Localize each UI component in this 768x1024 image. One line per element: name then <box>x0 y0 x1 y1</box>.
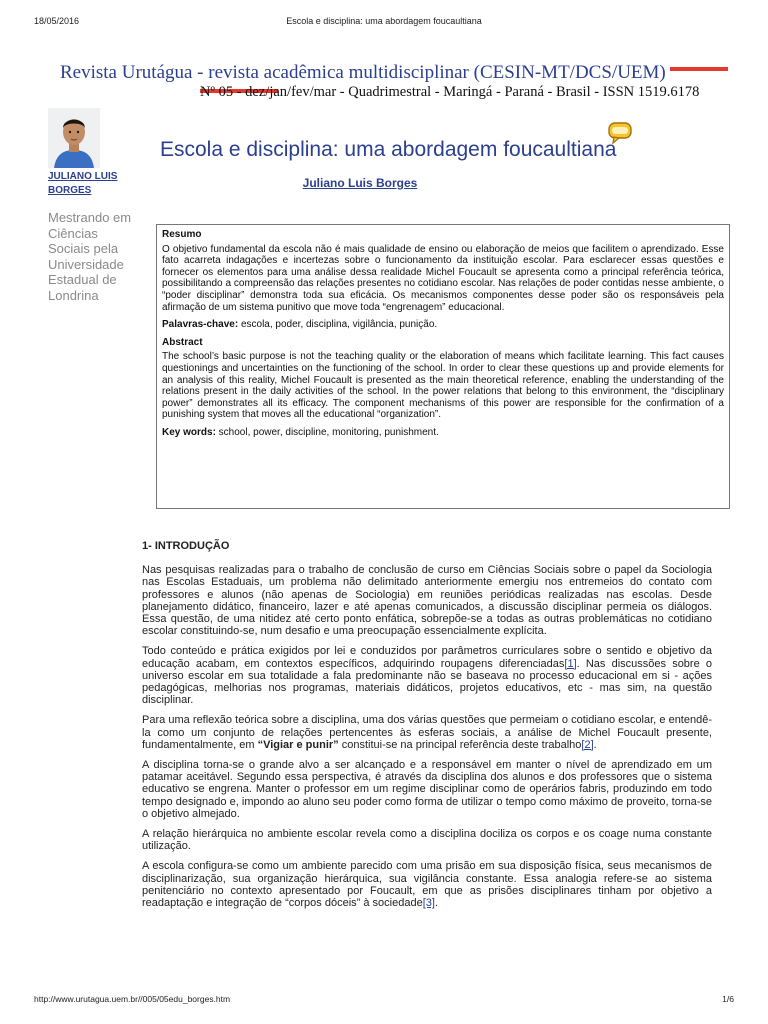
paragraph-3-tail: . <box>593 738 597 751</box>
page-number: 1/6 <box>722 994 734 1004</box>
section-heading: 1- INTRODUÇÃO <box>142 540 230 552</box>
resumo-heading: Resumo <box>162 229 202 240</box>
author-photo <box>48 108 100 168</box>
issue-info: Nº 05 - dez/jan/fev/mar - Quadrimestral - Maringá - Paraná - Brasil - ISSN 1519.6178 <box>200 84 700 100</box>
author-portrait-icon <box>48 108 100 168</box>
article-body <box>142 540 712 917</box>
masthead-accent-bar <box>670 67 728 71</box>
page-url: http://www.urutagua.uem.br//005/05edu_borges.htm <box>34 994 231 1004</box>
footnote-link-2[interactable]: [2] <box>581 738 594 751</box>
paragraph-3 <box>142 714 712 751</box>
author-bio: Mestrando em Ciências Sociais pela Universidade Estadual de Londrina <box>48 210 132 303</box>
paragraph-2-tail: . Nas discussões sobre o universo escolar em sua totalidade a fala predominante não se baseava no processo educacional em si - ações pedagógicas, melhorias nos programas, materiais didáticos, projetos educativos, etc - mas sim, na questão disciplinar. <box>142 657 713 707</box>
palavras-chave-label: Palavras-chave: <box>162 319 239 331</box>
masthead <box>60 62 728 106</box>
abstract-text: The school’s basic purpose is not the teaching quality or the elaboration of means which facilitate learning. This fact causes questionings and uncertainties on the functioning of the school. In order to clear these questions up and provide elements for an analysis of this reality, Michel Foucault is presented as the main theoretical reference, enabling the understanding of the relations present in the daily activities of the school. In the power relations that belong to this environment, the “disciplinary power” demonstrates all its efficacy. The component mechanisms of this power are responsible for the confirmation of a punishing system that moves all the educational “organization”. <box>162 351 724 421</box>
journal-title[interactable]: Revista Urutágua - revista acadêmica multidisciplinar (CESIN-MT/DCS/UEM) <box>60 62 666 83</box>
paragraph-6 <box>142 860 712 909</box>
paragraph-4: A disciplina torna-se o grande alvo a ser alcançado e a responsável em manter o nível de aprendizado em um patamar aceitável. Segundo essa perspectiva, é através da disciplina dos alunos e dos professores que o sistema educativo se engrena. Manter o professor em um regime disciplinar como de operários fabris, produzindo em todo tempo designado e, impondo ao aluno seu poder como forma de utilizar o tempo como máximo de proveito, torna-se o objetivo almejado. <box>142 759 712 820</box>
paragraph-2 <box>142 645 712 706</box>
book-title: “Vigiar e punir” <box>257 738 339 751</box>
footnote-link-1[interactable]: [1] <box>564 657 577 670</box>
print-doc-title: Escola e disciplina: uma abordagem foucaultiana <box>286 16 482 26</box>
paragraph-3-mid: constitui-se na principal referência deste trabalho <box>338 738 582 751</box>
article-title: Escola e disciplina: uma abordagem foucaultiana <box>160 138 617 161</box>
author-name-link[interactable]: JULIANO LUIS BORGES <box>48 171 118 196</box>
paragraph-1: Nas pesquisas realizadas para o trabalho de conclusão de curso em Ciências Sociais sobre o papel da Sociologia nas Escolas Estaduais, um problema não delimitado anteriormente emergiu nos entremeios do contato com professores e alunos (não apenas de Sociologia) em reuniões periódicas realizadas nas escolas. Desde planejamento didático, financeiro, lazer e até apenas comunicados, a discussão disciplinar permeia os diálogos. Essa questão, de uma nitidez até certo ponto enfática, sobrepõe-se a todas as outras problemáticas no cotidiano escolar constituindo-se, num desafio e uma preocupação essencialmente explícita. <box>142 564 712 638</box>
paragraph-5: A relação hierárquica no ambiente escolar revela como a disciplina dociliza os corpos e os coage numa constante utilização. <box>142 828 712 853</box>
author-byline-link[interactable]: Juliano Luis Borges <box>302 176 418 190</box>
paragraph-2-text: Todo conteúdo e prática exigidos por lei e conduzidos por parâmetros curriculares sobre o sentido e objetivo da educação acabam, em contextos específicos, adquirindo roupagens diferenciadas <box>142 645 712 670</box>
abstract-heading: Abstract <box>162 336 203 348</box>
paragraph-3-text: Para uma reflexão teórica sobre a disciplina, uma dos várias questões que permeiam o cotidiano escolar, e entendê-la como um conjunto de relações pertencentes às esferas sociais, a análise de Michel Foucault presente, fundamentalmente, em <box>142 714 712 751</box>
print-footer <box>34 994 734 1006</box>
paragraph-6-text: A escola configura-se como um ambiente parecido com uma prisão em sua disposição física, seus mecanismos de disciplinarização, sua organização hierárquica, sua vigilância constante. Essa analogia refere-se ao sistema penitenciário no contexto apresentado por Foucault, em que as prisões disciplinares tinham por objetivo a readaptação e integração de “corpos dóceis” à sociedade <box>142 860 712 910</box>
footnote-link-3[interactable]: [3] <box>422 897 435 910</box>
key-words-text: school, power, discipline, monitoring, punishment. <box>215 426 439 438</box>
abstract-box <box>156 224 730 509</box>
print-date: 18/05/2016 <box>34 16 80 26</box>
resumo-text: O objetivo fundamental da escola não é mais qualidade de ensino ou elaboração de meios que facilitem o aprendizado. Esse fato acarreta indagações e incertezas sobre o funcionamento da instituição escolar. Para esclarecer essas questões e fornecer os elementos para uma análise dessa realidade Michel Foucault se apresenta como a principal referência teórica, possibilitando a compreensão das relações presentes no cotidiano escolar. Nas relações de poder contidas nesse ambiente, o “poder disciplinar” demonstra toda sua eficácia. Os mecanismos componentes desse poder são os responsáveis pela afirmação de um sistema punitivo que move toda “engrenagem” educacional. <box>162 243 724 313</box>
palavras-chave-text: escola, poder, disciplina, vigilância, punição. <box>238 319 438 331</box>
key-words-label: Key words: <box>162 426 216 438</box>
paragraph-6-tail: . <box>434 897 438 910</box>
key-words <box>162 427 724 439</box>
palavras-chave <box>162 319 724 331</box>
print-header <box>34 16 734 30</box>
